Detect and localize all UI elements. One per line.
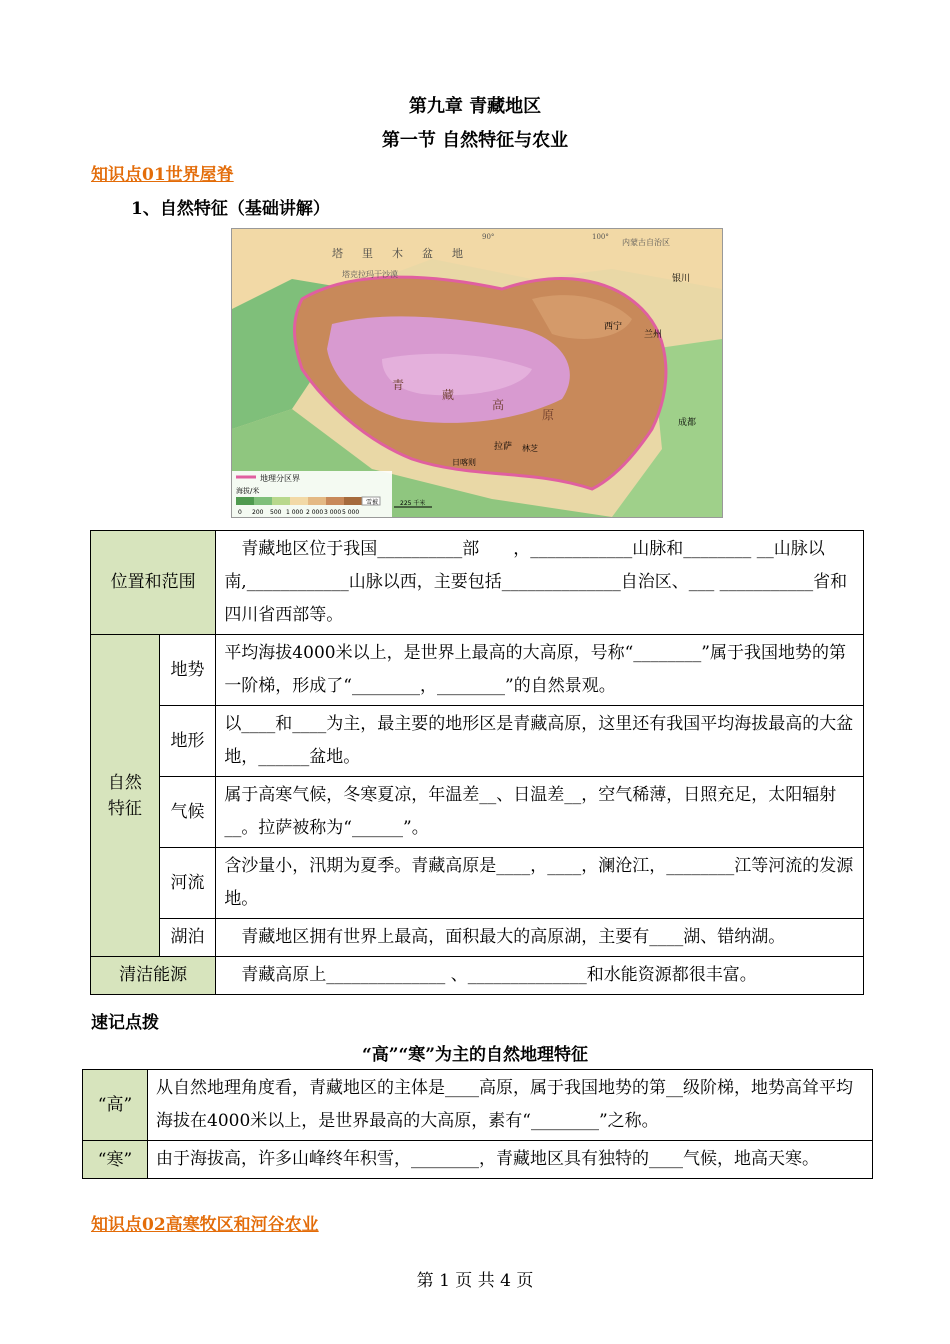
svg-text:塔克拉玛干沙漠: 塔克拉玛干沙漠 [342,270,398,279]
page-footer: 第 1 页 共 4 页 [416,1271,534,1291]
svg-text:木: 木 [392,247,403,260]
svg-text:林芝: 林芝 [522,444,538,453]
map-legend-boundary: 地理分区界 [260,474,300,483]
svg-text:西宁: 西宁 [604,322,623,332]
svg-text:2 000: 2 000 [306,509,324,516]
text-terrain-height: 平均海拔4000米以上，是世界上最高的大高原，号称“________”属于我国地势的第一阶梯，形成了“________，________”的自然景观。 [216,635,864,706]
label-lakes: 湖泊 [159,919,216,957]
text-high: 从自然地理角度看，青藏地区的主体是____高原，属于我国地势的第__级阶梯，地势高耸平均海拔在4000米以上，是世界最高的大高原，素有“________”之称。 [148,1070,873,1141]
svg-text:100°: 100° [592,233,609,241]
svg-text:5 000: 5 000 [342,509,360,516]
label-landform: 地形 [159,706,216,777]
chapter-title: 第九章 青藏地区 [408,96,542,117]
svg-text:银川: 银川 [672,274,691,284]
text-clean-energy: 青藏高原上______________ 、______________和水能资源都很丰富。 [216,957,864,995]
svg-text:原: 原 [542,408,555,422]
svg-text:日喀则: 日喀则 [452,458,476,467]
svg-text:225 千米: 225 千米 [400,500,426,507]
subheading-natural-features: 1、自然特征（基础讲解） [131,199,330,219]
svg-text:地: 地 [452,247,463,260]
svg-text:雪被: 雪被 [366,499,379,506]
svg-text:500: 500 [270,509,282,516]
svg-text:里: 里 [362,247,373,260]
svg-text:200: 200 [252,509,264,516]
label-natural-features: 自然特征 [91,635,160,957]
label-location: 位置和范围 [91,531,216,635]
knowledge-point-2-link[interactable]: 知识点02高寒牧区和河谷农业 [91,1215,319,1235]
svg-text:拉萨: 拉萨 [494,442,513,452]
svg-text:1 000: 1 000 [286,509,304,516]
qinghai-tibet-map [231,228,723,518]
svg-text:盆: 盆 [422,247,433,260]
label-cold: “寒” [83,1141,148,1179]
svg-text:90°: 90° [482,233,495,241]
quick-tips-heading: 速记点拨 [91,1013,159,1033]
knowledge-point-1-link[interactable]: 知识点01世界屋脊 [91,165,234,185]
label-terrain-height: 地势 [159,635,216,706]
label-clean-energy: 清洁能源 [91,957,216,995]
svg-text:0: 0 [238,509,242,516]
high-cold-table [82,1069,873,1179]
svg-text:藏: 藏 [442,388,455,402]
label-climate: 气候 [159,777,216,848]
svg-text:兰州: 兰州 [644,330,663,340]
svg-text:3 000: 3 000 [324,509,342,516]
high-cold-heading: “高”“寒”为主的自然地理特征 [361,1045,589,1065]
label-high: “高” [83,1070,148,1141]
text-lakes: 青藏地区拥有世界上最高，面积最大的高原湖，主要有____湖、错纳湖。 [216,919,864,957]
text-location: 青藏地区位于我国__________部 ，____________山脉和________ __山脉以南,____________山脉以西，主要包括______________自治区、___ ___________省和四川省西部等。 [216,531,864,635]
section-title: 第一节 自然特征与农业 [381,130,569,151]
text-landform: 以____和____为主，最主要的地形区是青藏高原，这里还有我国平均海拔最高的大盆地，______盆地。 [216,706,864,777]
svg-text:内蒙古自治区: 内蒙古自治区 [622,238,670,247]
text-climate: 属于高寒气候，冬寒夏凉，年温差__、日温差__，空气稀薄，日照充足，太阳辐射__。拉萨被称为“______”。 [216,777,864,848]
svg-text:塔: 塔 [332,247,343,260]
text-cold: 由于海拔高，许多山峰终年积雪，________，青藏地区具有独特的____气候，地高天寒。 [148,1141,873,1179]
label-rivers: 河流 [159,848,216,919]
text-rivers: 含沙量小，汛期为夏季。青藏高原是____，____，澜沧江，________江等河流的发源地。 [216,848,864,919]
svg-text:青: 青 [392,378,405,392]
svg-text:高: 高 [492,398,505,412]
svg-text:成都: 成都 [678,418,697,428]
map-legend-elevation: 海拔/米 [236,487,260,495]
natural-features-table [90,530,864,995]
